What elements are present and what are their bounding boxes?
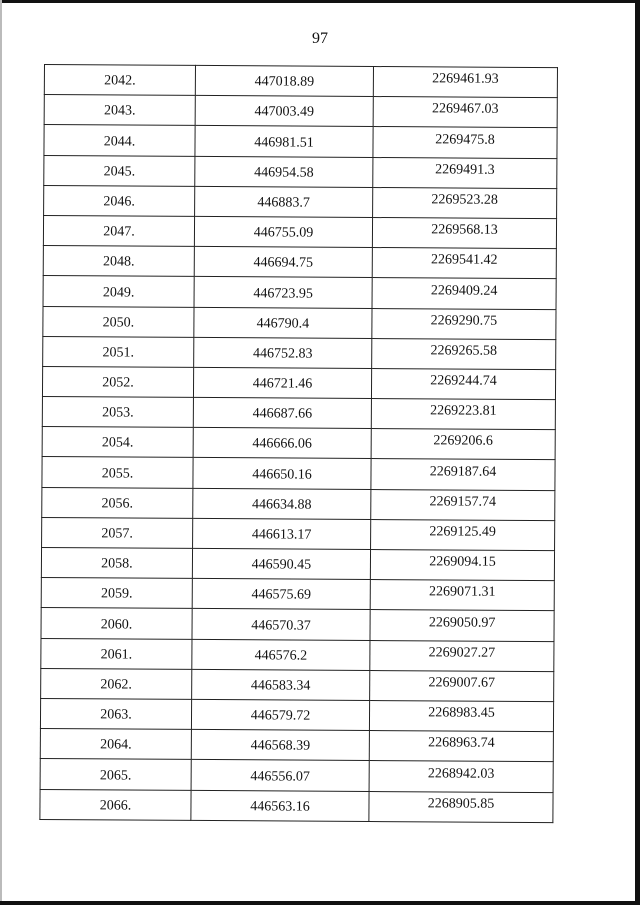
table-row	[42, 487, 555, 520]
y-coordinate-value: 2269244.74	[430, 373, 497, 389]
y-coordinate-value: 2269223.81	[430, 403, 497, 420]
y-coordinate-value: 2269265.58	[430, 343, 498, 359]
x-coordinate-cell	[194, 216, 372, 247]
y-coordinate-value: 2268963.74	[428, 735, 495, 752]
point-number-cell	[43, 246, 194, 277]
page-top-edge	[0, 0, 640, 3]
point-number-cell	[42, 487, 193, 518]
point-number-cell	[42, 457, 193, 488]
x-coordinate-value: 446583.34	[250, 678, 311, 694]
table-row	[41, 638, 554, 671]
x-coordinate-cell	[193, 458, 371, 489]
table-row	[44, 155, 557, 188]
table-row	[43, 215, 556, 248]
point-number-cell	[41, 668, 192, 699]
x-coordinate-value: 446666.06	[252, 436, 312, 453]
y-coordinate-cell	[370, 550, 554, 581]
y-coordinate-value: 2269541.42	[431, 252, 498, 269]
x-coordinate-value: 446954.58	[254, 165, 314, 181]
y-coordinate-cell	[372, 278, 556, 309]
x-coordinate-value: 446576.2	[254, 648, 308, 664]
table-row	[41, 668, 554, 701]
point-number-value: 2062.	[100, 677, 133, 693]
y-coordinate-cell	[370, 670, 554, 701]
x-coordinate-cell	[191, 760, 369, 791]
y-coordinate-value: 2269050.97	[428, 614, 496, 631]
y-coordinate-cell	[369, 700, 553, 731]
x-coordinate-cell	[191, 730, 369, 761]
x-coordinate-value: 446752.83	[252, 346, 313, 362]
table-row	[44, 185, 557, 218]
table-row	[43, 246, 556, 279]
x-coordinate-cell	[193, 488, 371, 519]
y-coordinate-value: 2268942.03	[427, 765, 495, 782]
table-row	[41, 547, 554, 580]
x-coordinate-value: 446723.95	[253, 285, 313, 302]
point-number-value: 2043.	[103, 103, 136, 119]
y-coordinate-cell	[372, 308, 556, 339]
point-number-cell	[44, 65, 195, 96]
y-coordinate-cell	[370, 610, 554, 641]
y-coordinate-value: 2269094.15	[429, 554, 496, 570]
point-number-cell	[44, 155, 195, 186]
point-number-value: 2042.	[104, 73, 136, 89]
page-left-edge	[0, 0, 2, 905]
y-coordinate-cell	[371, 399, 555, 430]
y-coordinate-value: 2269125.49	[429, 524, 496, 540]
point-number-cell	[42, 427, 193, 458]
page-right-edge	[635, 0, 640, 905]
point-number-value: 2055.	[101, 465, 134, 482]
y-coordinate-cell	[372, 338, 556, 369]
point-number-cell	[43, 276, 194, 307]
x-coordinate-cell	[192, 669, 370, 700]
point-number-cell	[42, 397, 193, 428]
y-coordinate-cell	[369, 731, 553, 762]
table-row	[43, 306, 556, 339]
x-coordinate-value: 446579.72	[250, 708, 311, 724]
x-coordinate-value: 446590.45	[251, 557, 312, 573]
x-coordinate-value: 446687.66	[252, 406, 313, 422]
y-coordinate-cell	[369, 791, 553, 822]
x-coordinate-value: 446570.37	[251, 617, 311, 634]
table-row	[44, 65, 557, 98]
y-coordinate-value: 2269467.03	[431, 101, 499, 118]
point-number-cell	[40, 759, 191, 790]
table-row	[40, 759, 553, 792]
x-coordinate-value: 446981.51	[254, 134, 314, 151]
point-number-value: 2051.	[102, 345, 135, 361]
x-coordinate-value: 446883.7	[257, 195, 310, 211]
page-number: 97	[312, 30, 328, 47]
point-number-cell	[44, 185, 195, 216]
table-row	[43, 336, 556, 369]
y-coordinate-value: 2269157.74	[429, 494, 497, 510]
point-number-cell	[41, 547, 192, 578]
x-coordinate-value: 446563.16	[250, 798, 310, 815]
y-coordinate-value: 2269071.31	[428, 584, 496, 601]
x-coordinate-value: 446721.46	[252, 376, 313, 392]
point-number-cell	[44, 95, 195, 126]
point-number-cell	[41, 638, 192, 669]
x-coordinate-cell	[193, 518, 371, 549]
y-coordinate-cell	[371, 459, 555, 490]
x-coordinate-cell	[192, 548, 370, 579]
y-coordinate-value: 2269187.64	[429, 463, 497, 480]
y-coordinate-cell	[371, 429, 555, 460]
point-number-value: 2060.	[100, 616, 133, 633]
table-row	[43, 276, 556, 309]
point-number-value: 2061.	[100, 647, 133, 663]
y-coordinate-cell	[373, 157, 557, 188]
point-number-value: 2059.	[100, 586, 133, 602]
coordinates-table-wrap	[39, 64, 554, 823]
y-coordinate-value: 2269523.28	[431, 192, 498, 208]
point-number-value: 2047.	[103, 224, 135, 240]
coordinates-table-body	[40, 65, 558, 823]
x-coordinate-cell	[192, 639, 370, 670]
x-coordinate-value: 446790.4	[256, 315, 310, 332]
y-coordinate-cell	[373, 187, 557, 218]
y-coordinate-cell	[370, 580, 554, 611]
point-number-cell	[43, 306, 194, 337]
y-coordinate-value: 2269461.93	[432, 71, 499, 87]
x-coordinate-cell	[192, 609, 370, 640]
y-coordinate-cell	[372, 217, 556, 248]
table-row	[44, 95, 557, 128]
x-coordinate-value: 446634.88	[252, 497, 312, 513]
y-coordinate-value: 2269206.6	[433, 433, 493, 450]
point-number-value: 2045.	[103, 164, 136, 180]
y-coordinate-cell	[373, 67, 557, 98]
x-coordinate-cell	[193, 428, 371, 459]
page-bottom-edge	[0, 901, 640, 905]
table-row	[40, 698, 553, 731]
y-coordinate-cell	[371, 489, 555, 520]
y-coordinate-cell	[372, 248, 556, 279]
x-coordinate-value: 446694.75	[253, 255, 314, 271]
x-coordinate-cell	[193, 367, 371, 398]
x-coordinate-value: 446568.39	[250, 738, 311, 754]
point-number-value: 2053.	[102, 405, 134, 421]
x-coordinate-cell	[195, 126, 373, 157]
point-number-value: 2065.	[99, 767, 132, 784]
table-row	[41, 608, 554, 641]
table-row	[41, 578, 554, 611]
y-coordinate-value: 2268905.85	[427, 796, 495, 812]
coordinates-table	[39, 64, 558, 823]
point-number-cell	[42, 366, 193, 397]
table-row	[42, 397, 555, 430]
y-coordinate-cell	[371, 368, 555, 399]
table-row	[44, 125, 557, 158]
point-number-cell	[41, 608, 192, 639]
point-number-cell	[43, 215, 194, 246]
y-coordinate-value: 2269475.8	[435, 131, 495, 148]
table-row	[42, 457, 555, 490]
x-coordinate-value: 447003.49	[254, 104, 315, 121]
y-coordinate-value: 2269027.27	[428, 645, 496, 661]
x-coordinate-value: 447018.89	[254, 74, 315, 90]
y-coordinate-value: 2269568.13	[431, 222, 498, 238]
point-number-value: 2058.	[101, 556, 133, 572]
table-row	[40, 729, 553, 762]
y-coordinate-value: 2269290.75	[430, 313, 498, 329]
x-coordinate-cell	[191, 790, 369, 821]
y-coordinate-value: 2269491.3	[435, 162, 495, 178]
point-number-value: 2044.	[103, 133, 136, 150]
point-number-cell	[41, 578, 192, 609]
point-number-value: 2054.	[101, 435, 134, 451]
point-number-value: 2063.	[100, 707, 132, 723]
x-coordinate-cell	[193, 397, 371, 428]
table-row	[42, 517, 555, 550]
y-coordinate-cell	[373, 127, 557, 158]
y-coordinate-cell	[370, 640, 554, 671]
point-number-value: 2046.	[103, 194, 135, 210]
y-coordinate-cell	[371, 519, 555, 550]
x-coordinate-value: 446556.07	[250, 768, 310, 785]
x-coordinate-value: 446613.17	[251, 527, 312, 543]
point-number-value: 2066.	[99, 798, 132, 814]
point-number-value: 2048.	[102, 254, 135, 270]
point-number-value: 2057.	[101, 526, 133, 542]
y-coordinate-value: 2269409.24	[430, 282, 498, 299]
x-coordinate-cell	[195, 96, 373, 127]
point-number-value: 2064.	[100, 737, 132, 753]
x-coordinate-cell	[192, 579, 370, 610]
x-coordinate-value: 446575.69	[251, 587, 312, 604]
point-number-cell	[42, 517, 193, 548]
x-coordinate-cell	[194, 337, 372, 368]
point-number-cell	[40, 789, 191, 820]
x-coordinate-value: 446650.16	[252, 466, 312, 483]
point-number-value: 2049.	[102, 284, 135, 301]
point-number-cell	[44, 125, 195, 156]
x-coordinate-cell	[194, 277, 372, 308]
point-number-cell	[40, 698, 191, 729]
x-coordinate-cell	[191, 699, 369, 730]
y-coordinate-cell	[369, 761, 553, 792]
point-number-value: 2056.	[101, 496, 134, 512]
x-coordinate-cell	[194, 247, 372, 278]
point-number-value: 2052.	[102, 375, 134, 391]
y-coordinate-value: 2268983.45	[428, 705, 495, 721]
point-number-cell	[40, 729, 191, 760]
x-coordinate-cell	[195, 186, 373, 217]
table-row	[42, 366, 555, 399]
table-row	[42, 427, 555, 460]
point-number-cell	[43, 336, 194, 367]
x-coordinate-value: 446755.09	[253, 225, 314, 241]
x-coordinate-cell	[195, 65, 373, 96]
table-row	[40, 789, 553, 822]
y-coordinate-value: 2269007.67	[428, 675, 496, 691]
x-coordinate-cell	[194, 307, 372, 338]
x-coordinate-cell	[195, 156, 373, 187]
y-coordinate-cell	[373, 97, 557, 128]
point-number-value: 2050.	[102, 315, 135, 331]
